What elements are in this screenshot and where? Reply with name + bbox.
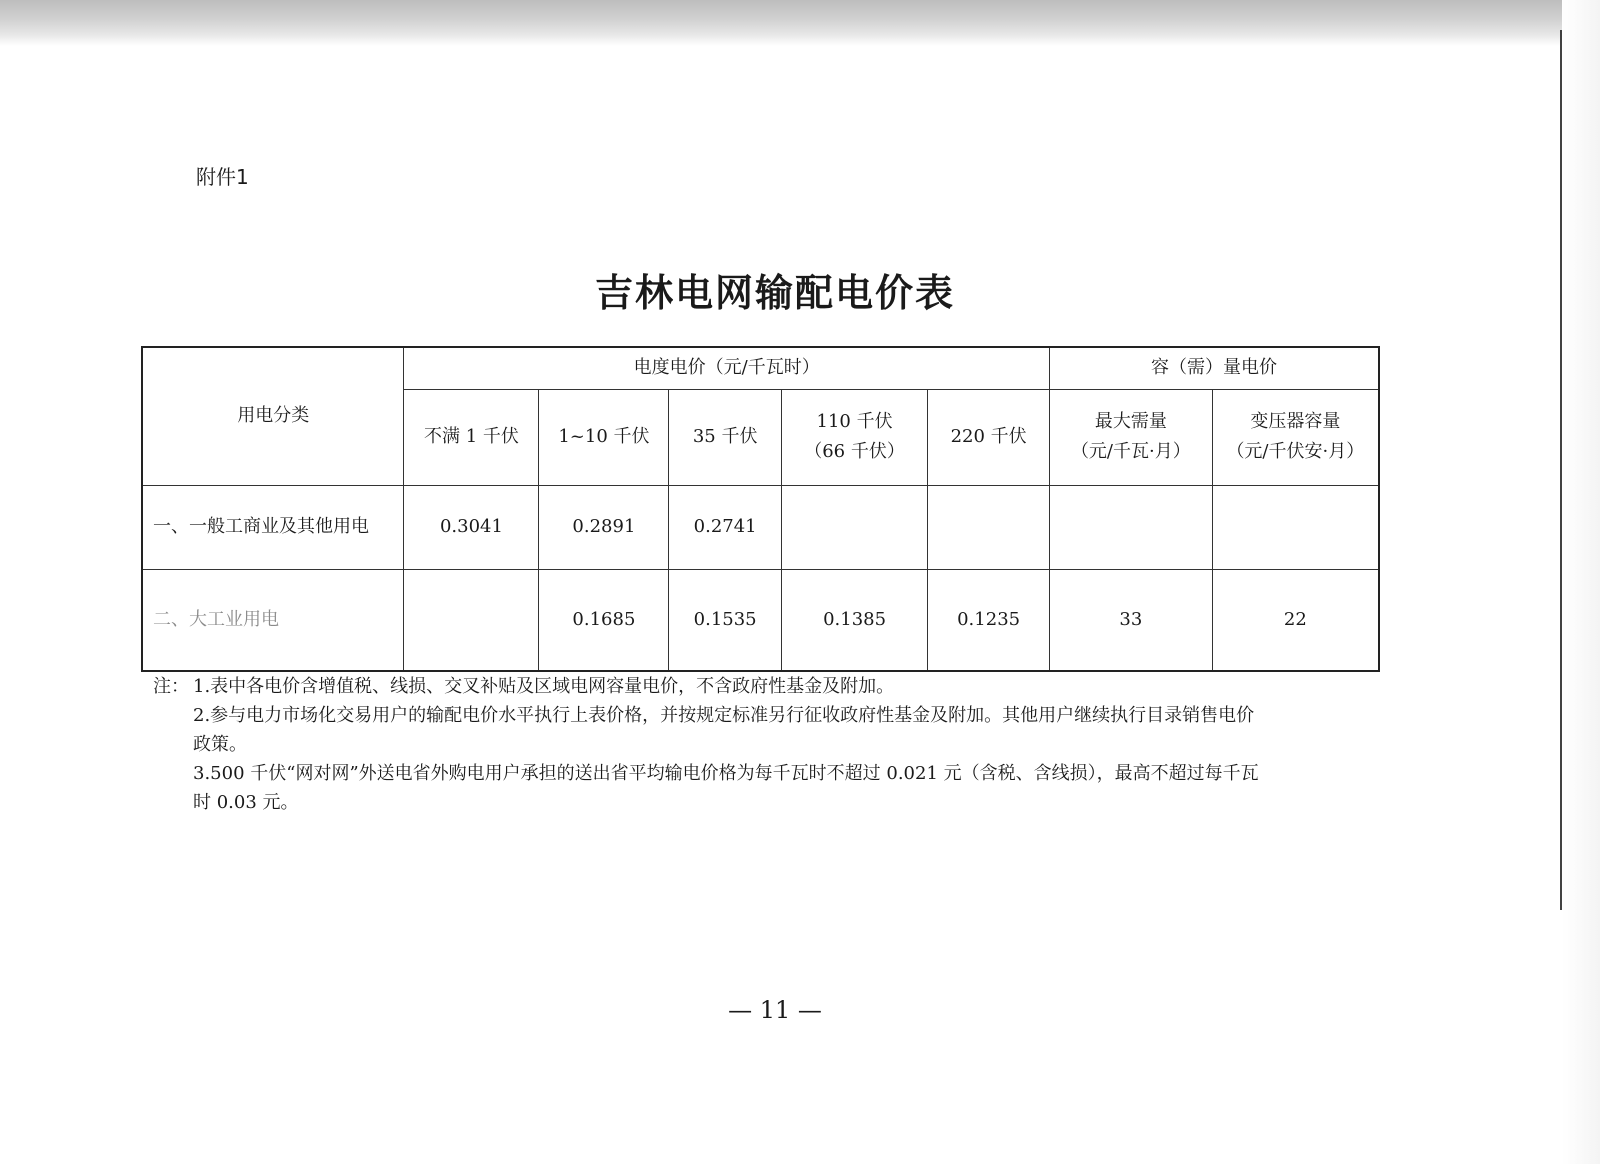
cell-large-35kv: 0.1535	[669, 569, 782, 671]
note-2-line-1: 2.参与电力市场化交易用户的输配电价水平执行上表价格，并按规定标准另行征收政府性基金及附加。其他用户继续执行目录销售电价	[193, 705, 1255, 726]
category-header: 用电分类	[142, 347, 404, 485]
transformer-label: 变压器容量	[1250, 411, 1341, 432]
table-row-large-industry	[142, 569, 1379, 671]
notes-prefix: 注：	[153, 676, 189, 697]
cell-general-110kv	[781, 485, 927, 569]
scan-edge-line	[1560, 30, 1562, 910]
col-header-66kv: （66 千伏）	[804, 441, 905, 462]
cell-general-lt1kv: 0.3041	[404, 485, 539, 569]
col-header-220kv: 220 千伏	[928, 389, 1050, 485]
max-demand-label: 最大需量	[1094, 411, 1167, 432]
cell-general-1-10kv: 0.2891	[539, 485, 669, 569]
transformer-unit: （元/千伏安·月）	[1226, 441, 1365, 462]
attachment-label: 附件1	[196, 165, 249, 189]
table-header-row-group	[142, 347, 1379, 389]
col-header-transformer	[1212, 389, 1379, 485]
document-title: 吉林电网输配电价表	[594, 270, 955, 315]
note-3-line-2: 时 0.03 元。	[193, 792, 299, 813]
cell-general-transformer	[1212, 485, 1379, 569]
price-table	[141, 346, 1380, 672]
note-3-line-1: 3.500 千伏“网对网”外送电省外购电用户承担的送出省平均输电价格为每千瓦时不超过 0.021 元（含税、含线损），最高不超过每千瓦	[193, 763, 1259, 784]
col-header-110kv-main: 110 千伏	[816, 411, 893, 432]
capacity-price-group-header: 容（需）量电价	[1050, 347, 1380, 389]
row-category-large-industry: 二、大工业用电	[142, 569, 404, 671]
max-demand-unit: （元/千瓦·月）	[1070, 441, 1191, 462]
cell-large-220kv: 0.1235	[928, 569, 1050, 671]
row-category-general: 一、一般工商业及其他用电	[142, 485, 404, 569]
page-number: — 11 —	[728, 996, 822, 1024]
table-row-general	[142, 485, 1379, 569]
note-2-line-2: 政策。	[193, 734, 247, 755]
notes-section	[153, 672, 1393, 817]
cell-large-max-demand: 33	[1050, 569, 1213, 671]
col-header-1-10kv: 1~10 千伏	[539, 389, 669, 485]
col-header-lt1kv: 不满 1 千伏	[404, 389, 539, 485]
cell-general-max-demand	[1050, 485, 1213, 569]
cell-large-lt1kv	[404, 569, 539, 671]
note-1-text: 1.表中各电价含增值税、线损、交叉补贴及区域电网容量电价，不含政府性基金及附加。	[193, 676, 895, 697]
note-1	[153, 672, 1393, 701]
energy-price-group-header: 电度电价（元/千瓦时）	[404, 347, 1050, 389]
cell-general-220kv	[928, 485, 1050, 569]
cell-general-35kv: 0.2741	[669, 485, 782, 569]
cell-large-1-10kv: 0.1685	[539, 569, 669, 671]
cell-large-transformer: 22	[1212, 569, 1379, 671]
scan-shadow-right	[1562, 0, 1600, 1164]
col-header-35kv: 35 千伏	[669, 389, 782, 485]
col-header-max-demand	[1050, 389, 1213, 485]
col-header-110kv	[781, 389, 927, 485]
cell-large-110kv: 0.1385	[781, 569, 927, 671]
scan-shadow-top	[0, 0, 1600, 46]
